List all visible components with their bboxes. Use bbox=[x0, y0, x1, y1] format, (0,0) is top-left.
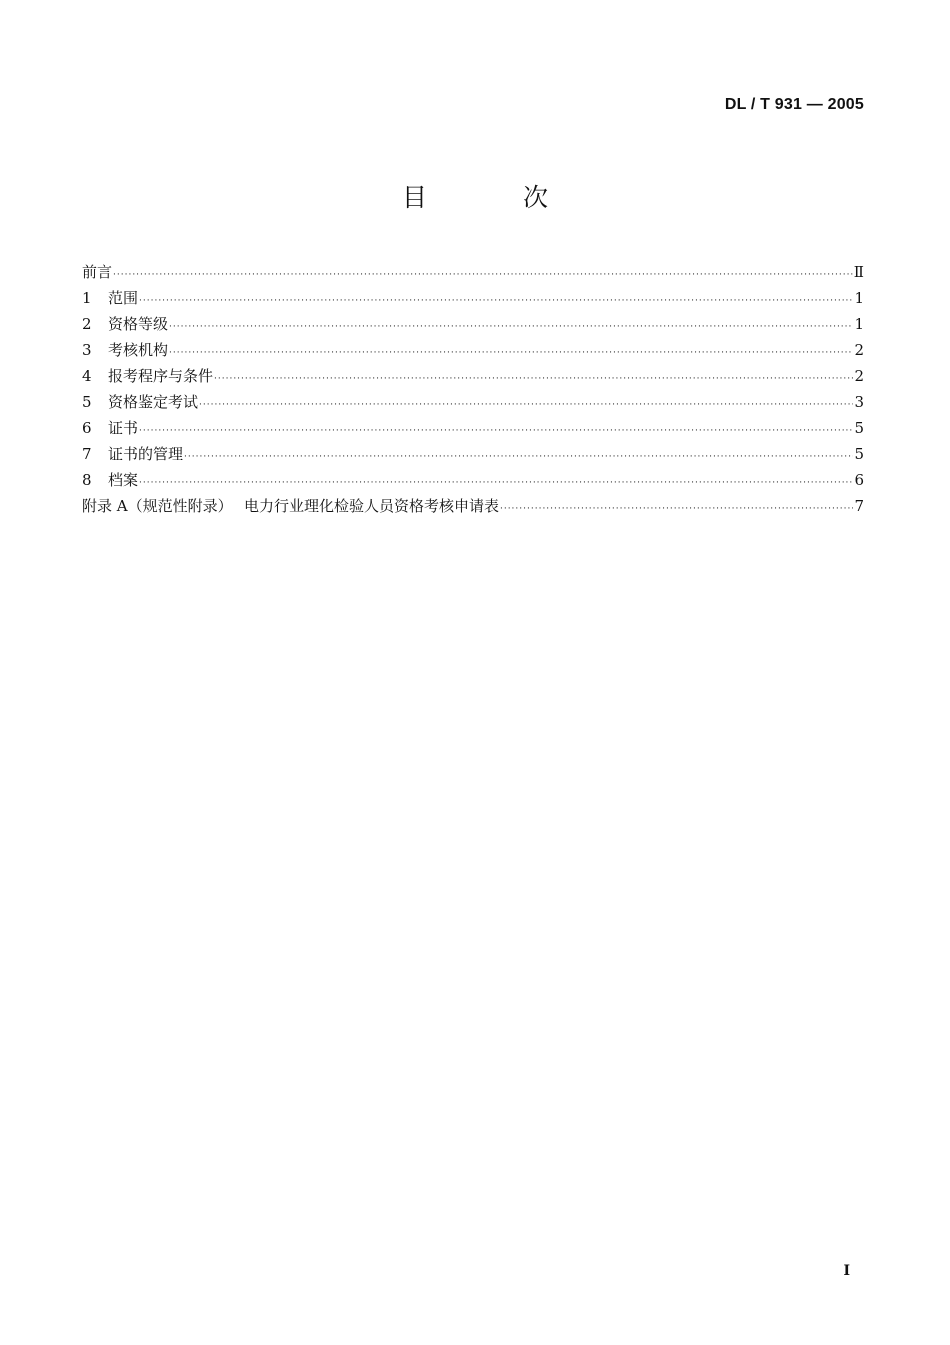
toc-leader-dots bbox=[214, 366, 853, 392]
toc-entry-number: 3 bbox=[82, 341, 92, 359]
toc-entry-label: 电力行业理化检验人员资格考核申请表 bbox=[243, 497, 499, 515]
toc-entry-certificate-management[interactable] bbox=[82, 441, 864, 467]
toc-leader-dots bbox=[199, 392, 853, 418]
toc-entry-label: 考核机构 bbox=[108, 341, 169, 359]
page-number: I bbox=[843, 1263, 850, 1279]
toc-entry-assessment-body[interactable] bbox=[82, 337, 864, 363]
toc-entry-label: 资格等级 bbox=[108, 315, 169, 333]
toc-entry-page: 5 bbox=[854, 445, 864, 463]
toc-entry-label: 资格鉴定考试 bbox=[108, 393, 199, 411]
toc-entry-label: 证书 bbox=[108, 419, 139, 437]
toc-entry-page: 7 bbox=[854, 497, 864, 515]
toc-leader-dots bbox=[169, 340, 853, 366]
toc-entry-label: 报考程序与条件 bbox=[108, 367, 214, 385]
toc-entry-number: 7 bbox=[82, 445, 92, 463]
toc-entry-number: 4 bbox=[82, 367, 92, 385]
toc-entry-appendix-a[interactable] bbox=[82, 493, 864, 519]
toc-entry-page: 3 bbox=[854, 393, 864, 411]
toc-entry-application-procedure[interactable] bbox=[82, 363, 864, 389]
toc-leader-dots bbox=[139, 288, 853, 314]
toc-entry-number: 2 bbox=[82, 315, 92, 333]
toc-entry-number: 5 bbox=[82, 393, 92, 411]
toc-entry-number: 6 bbox=[82, 419, 92, 437]
toc-entry-page: Ⅱ bbox=[853, 263, 864, 281]
toc-entry-page: 1 bbox=[854, 289, 864, 307]
toc-entry-label: 范围 bbox=[108, 289, 139, 307]
toc-entry-number: 1 bbox=[82, 289, 92, 307]
toc-entry-qualification-levels[interactable] bbox=[82, 311, 864, 337]
toc-entry-page: 2 bbox=[854, 367, 864, 385]
toc-appendix-prefix: 附录 A（规范性附录） bbox=[82, 497, 233, 515]
toc-entry-page: 6 bbox=[854, 471, 864, 489]
toc-leader-dots bbox=[139, 418, 853, 444]
toc-entry-page: 2 bbox=[854, 341, 864, 359]
toc-entry-label: 档案 bbox=[108, 471, 139, 489]
toc-entry-qualification-exam[interactable] bbox=[82, 389, 864, 415]
toc-entry-label: 证书的管理 bbox=[108, 445, 184, 463]
toc-entry-page: 5 bbox=[854, 419, 864, 437]
toc-entry-certificate[interactable] bbox=[82, 415, 864, 441]
standard-code: DL / T 931 — 2005 bbox=[724, 96, 864, 113]
toc-entry-label: 前言 bbox=[82, 263, 113, 281]
page-title: 目 次 bbox=[402, 183, 592, 212]
toc-leader-dots bbox=[184, 444, 853, 470]
table-of-contents bbox=[82, 259, 864, 519]
toc-leader-dots bbox=[169, 314, 853, 340]
toc-entry-foreword[interactable] bbox=[82, 259, 864, 285]
toc-entry-records[interactable] bbox=[82, 467, 864, 493]
toc-leader-dots bbox=[113, 262, 853, 288]
toc-leader-dots bbox=[500, 496, 853, 522]
toc-entry-page: 1 bbox=[854, 315, 864, 333]
toc-entry-number: 8 bbox=[82, 471, 92, 489]
toc-entry-scope[interactable] bbox=[82, 285, 864, 311]
